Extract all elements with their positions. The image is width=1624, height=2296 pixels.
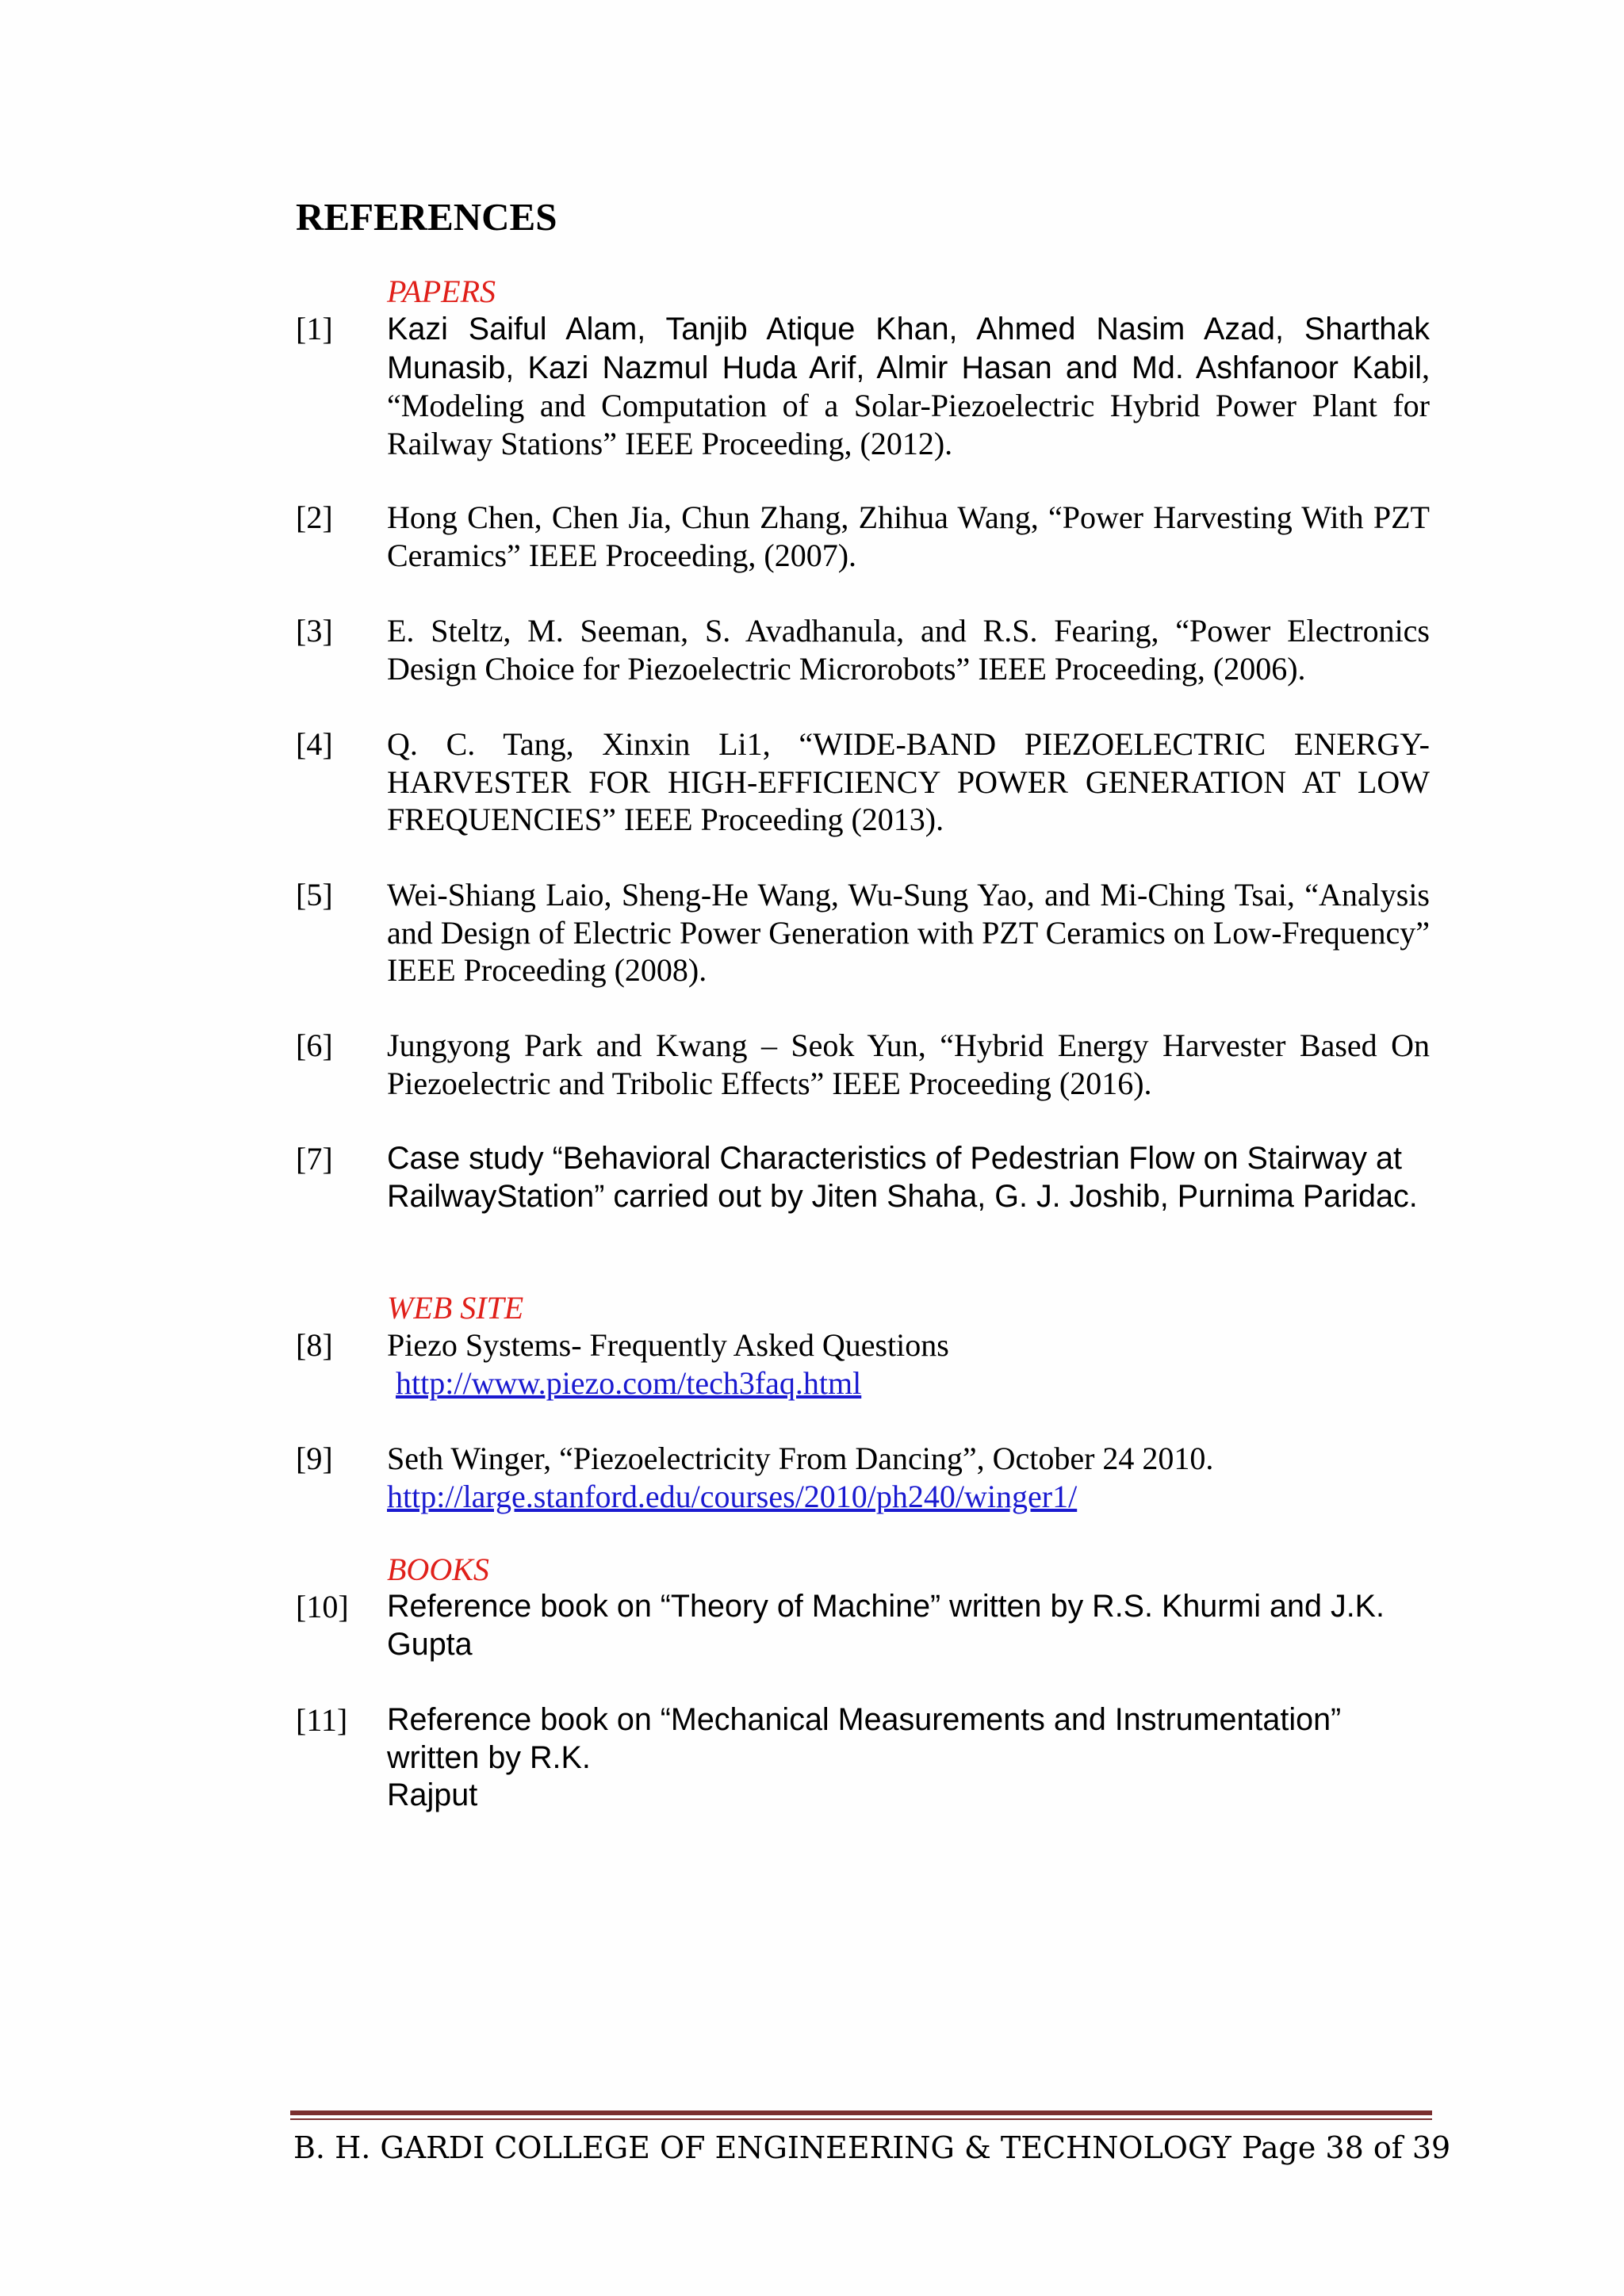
reference-line: written by R.K.	[387, 1739, 591, 1775]
reference-text: Q. C. Tang, Xinxin Li1, “WIDE-BAND PIEZOELECTRIC ENERGY-HARVESTER FOR HIGH-EFFICIENCY POWER GENERATION AT LOW FREQUENCIES” IEEE Proceeding (2013).	[387, 726, 1430, 837]
reference-text	[387, 1701, 1430, 1815]
footer-college-name: B. H. GARDI COLLEGE OF ENGINEERING & TECHNOLOGY	[293, 2130, 1231, 2165]
footer-page-number: Page 38 of 39	[1242, 2130, 1451, 2165]
reference-link[interactable]: http://large.stanford.edu/courses/2010/ph240/winger1/	[387, 1478, 1078, 1514]
reference-number: [10]	[296, 1589, 349, 1624]
reference-text	[387, 310, 1430, 462]
reference-number: [1]	[296, 311, 333, 346]
footer-rule-thin	[290, 2118, 1432, 2120]
reference-number: [5]	[296, 877, 333, 913]
reference-number: [2]	[296, 499, 333, 535]
reference-title: Piezo Systems- Frequently Asked Questions	[387, 1327, 949, 1363]
footer-rule	[290, 2110, 1432, 2115]
reference-text: Jungyong Park and Kwang – Seok Yun, “Hybrid Energy Harvester Based On Piezoelectric and Tribolic Effects” IEEE Proceeding (2016).	[387, 1027, 1430, 1101]
reference-authors: Kazi Saiful Alam, Tanjib Atique Khan, Ahmed Nasim Azad, Sharthak Munasib, Kazi Nazmul Huda Arif, Almir Hasan and Md. Ashfanoor Kabil	[387, 312, 1430, 385]
reference-number: [8]	[296, 1327, 333, 1363]
reference-link[interactable]: http://www.piezo.com/tech3faq.html	[396, 1364, 862, 1401]
section-papers-label: PAPERS	[387, 274, 496, 309]
reference-text	[387, 1326, 1430, 1402]
reference-title: Seth Winger, “Piezoelectricity From Dancing”, October 24 2010.	[387, 1441, 1214, 1476]
reference-number: [7]	[296, 1141, 333, 1177]
references-heading: REFERENCES	[296, 195, 557, 239]
reference-number: [3]	[296, 613, 333, 649]
reference-number: [4]	[296, 726, 333, 762]
reference-number: [11]	[296, 1702, 348, 1738]
reference-title: , “Modeling and Computation of a Solar-Piezoelectric Hybrid Power Plant for Railway Stations” IEEE Proceeding, (2012).	[387, 349, 1430, 461]
reference-text: Reference book on “Theory of Machine” written by R.S. Khurmi and J.K. Gupta	[387, 1589, 1385, 1662]
reference-number: [6]	[296, 1027, 333, 1063]
reference-text	[387, 1440, 1430, 1515]
reference-text: Wei-Shiang Laio, Sheng-He Wang, Wu-Sung Yao, and Mi-Ching Tsai, “Analysis and Design of Electric Power Generation with PZT Ceramics on Low-Frequency” IEEE Proceeding (2008).	[387, 877, 1430, 988]
reference-text: Hong Chen, Chen Jia, Chun Zhang, Zhihua Wang, “Power Harvesting With PZT Ceramics” IEEE Proceeding, (2007).	[387, 499, 1430, 573]
section-books-label: BOOKS	[387, 1552, 489, 1587]
reference-text: Case study “Behavioral Characteristics of Pedestrian Flow on Stairway at RailwayStation” carried out by Jiten Shaha, G. J. Joshib, Purnima Paridac.	[387, 1141, 1418, 1214]
reference-text: E. Steltz, M. Seeman, S. Avadhanula, and R.S. Fearing, “Power Electronics Design Choice for Piezoelectric Microrobots” IEEE Proceeding, (2006).	[387, 613, 1430, 687]
reference-line: Rajput	[387, 1777, 478, 1812]
reference-number: [9]	[296, 1441, 333, 1476]
section-website-label: WEB SITE	[387, 1290, 524, 1326]
reference-line: Reference book on “Mechanical Measurements and Instrumentation”	[387, 1702, 1342, 1737]
